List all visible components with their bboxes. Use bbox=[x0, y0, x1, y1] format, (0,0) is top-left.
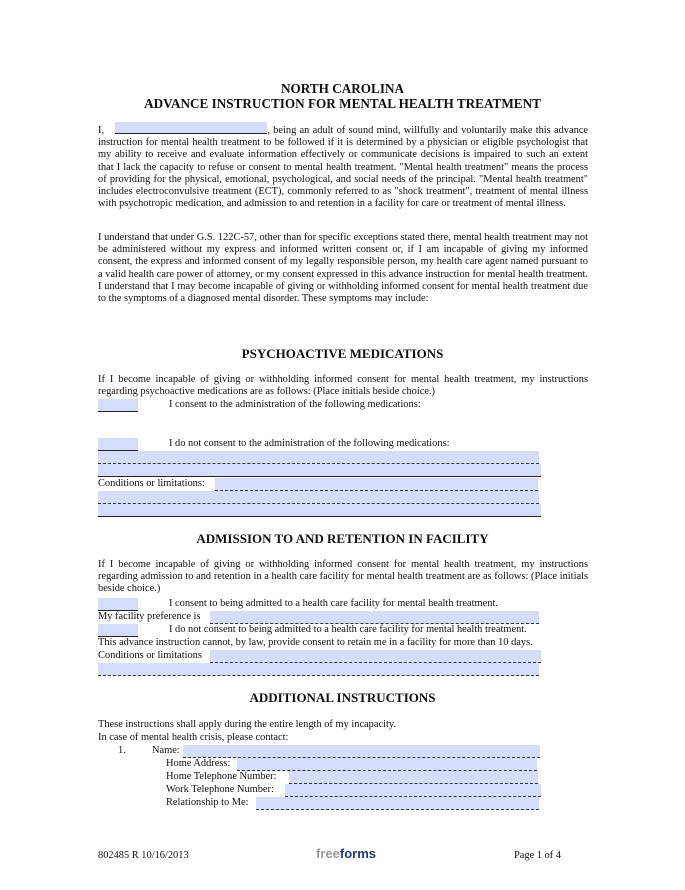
contact-name-field[interactable] bbox=[183, 745, 540, 758]
admission-consent-initials[interactable] bbox=[98, 598, 138, 611]
psychoactive-consent-label: I consent to the administration of the following medications: bbox=[169, 399, 421, 410]
home-phone-label: Home Telephone Number: bbox=[166, 771, 277, 782]
admission-intro: If I become incapable of giving or withholding informed consent for mental health treatment, my instructions regarding admission to and retention in a health care facility for mental health treatment are as follows: (Place initials beside choice.) bbox=[98, 559, 588, 595]
home-phone-field[interactable] bbox=[289, 771, 538, 784]
intro-paragraph bbox=[98, 122, 588, 210]
section-heading-psychoactive: PSYCHOACTIVE MEDICATIONS bbox=[241, 346, 444, 361]
page-number: Page 1 of 4 bbox=[514, 850, 562, 861]
facility-preference-label: My facility preference is bbox=[98, 611, 201, 622]
psychoactive-no-consent-medications-line-1[interactable] bbox=[98, 451, 539, 464]
admission-consent-label: I consent to being admitted to a health care facility for mental health treatment. bbox=[169, 598, 498, 609]
psychoactive-conditions-line-2[interactable] bbox=[98, 491, 539, 504]
work-phone-label: Work Telephone Number: bbox=[166, 784, 274, 795]
section-heading-admission: ADMISSION TO AND RETENTION IN FACILITY bbox=[196, 531, 489, 546]
home-address-field[interactable] bbox=[237, 758, 537, 771]
psychoactive-no-consent-initials[interactable] bbox=[98, 438, 138, 451]
law-note: This advance instruction cannot, by law, provide consent to retain me in a facility for more than 10 days. bbox=[98, 637, 533, 648]
principal-name-field[interactable] bbox=[115, 122, 267, 134]
additional-line-1: These instructions shall apply during the entire length of my incapacity. bbox=[98, 719, 396, 730]
logo-free-text: free bbox=[316, 846, 340, 861]
psychoactive-no-consent-label: I do not consent to the administration of the following medications: bbox=[169, 438, 450, 449]
psychoactive-consent-initials[interactable] bbox=[98, 399, 138, 412]
facility-preference-field[interactable] bbox=[210, 611, 539, 624]
psychoactive-no-consent-medications-line-2[interactable] bbox=[98, 464, 541, 477]
relationship-label: Relationship to Me: bbox=[166, 797, 249, 808]
admission-no-consent-label: I do not consent to being admitted to a health care facility for mental health treatment. bbox=[169, 624, 527, 635]
form-id: 802485 R 10/16/2013 bbox=[98, 850, 189, 861]
psychoactive-intro: If I become incapable of giving or withholding informed consent for mental health treatment, my instructions regarding psychoactive medications are as follows: (Place initials beside choice.) bbox=[98, 374, 588, 398]
admission-no-consent-initials[interactable] bbox=[98, 624, 138, 637]
logo-forms-text: forms bbox=[339, 846, 376, 861]
home-address-label: Home Address: bbox=[166, 758, 231, 769]
admission-conditions-line-2[interactable] bbox=[98, 663, 539, 676]
freeforms-logo bbox=[316, 846, 376, 861]
intro-text: , being an adult of sound mind, willfully and voluntarily make this advance instruction for mental health treatment to be followed if it is determined by a physician or eligible psychologist that my ability to receive and evaluate information effectively or communicate decisions is impaired to such an extent that I lack the capacity to refuse or consent to mental health treatment. "Mental health treatment" means the process of providing for the physical, emotional, psychological, and social needs of the principal. "Mental health treatment" includes electroconvulsive treatment (ECT), commonly referred to as "shock treatment", treatment of mental illness with psychotropic medication, and admission to and retention in a facility for care or treatment of mental illness. bbox=[98, 125, 588, 210]
psychoactive-conditions-field[interactable] bbox=[215, 478, 538, 491]
state-title: NORTH CAROLINA bbox=[281, 81, 404, 96]
section-heading-additional: ADDITIONAL INSTRUCTIONS bbox=[249, 690, 436, 705]
relationship-field[interactable] bbox=[256, 797, 539, 810]
psychoactive-conditions-label: Conditions or limitations: bbox=[98, 478, 205, 489]
admission-conditions-label: Conditions or limitations bbox=[98, 650, 202, 661]
additional-line-2: In case of mental health crisis, please contact: bbox=[98, 732, 289, 743]
work-phone-field[interactable] bbox=[285, 784, 541, 797]
intro-prefix: I, bbox=[98, 125, 105, 136]
understanding-paragraph: I understand that under G.S. 122C-57, other than for specific exceptions stated there, mental health treatment may not be administered without my express and informed written consent or, if I am incapable of giving my informed consent, the express and informed consent of my legally responsible person, my health care agent named pursuant to a valid health care power of attorney, or my consent expressed in this advance instruction for mental health treatment. I understand that I may become incapable of giving or withholding informed consent for mental health treatment due to the symptoms of a diagnosed mental disorder. These symptoms may include: bbox=[98, 232, 588, 305]
contact-name-label: Name: bbox=[152, 745, 180, 756]
psychoactive-conditions-line-3[interactable] bbox=[98, 504, 541, 517]
contact-number: 1. bbox=[118, 745, 126, 756]
admission-conditions-field[interactable] bbox=[210, 650, 541, 663]
form-title: ADVANCE INSTRUCTION FOR MENTAL HEALTH TREATMENT bbox=[144, 96, 541, 111]
